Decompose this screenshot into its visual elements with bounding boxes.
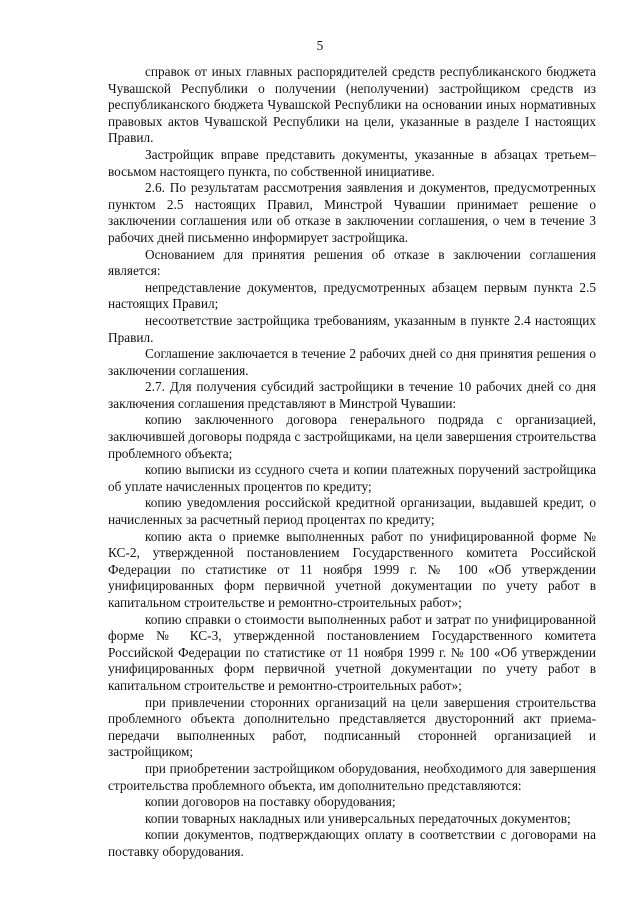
paragraph: копии товарных накладных или универсальных передаточных документов; — [145, 810, 571, 826]
paragraph: при приобретении застройщиком оборудования, необходимого для завершения строительства проблемного объекта, им дополнительно представляются: — [108, 760, 596, 793]
paragraph: копии документов, подтверждающих оплату в соответствии с договорами на поставку оборудования. — [108, 827, 596, 859]
paragraph: копию справки о стоимости выполненных работ и затрат по унифицированной форме № КС-3, утвержденной постановлением Государственного комитета Российской Федерации по статистике от 11 ноября 1999 г. № 100 «Об утверждении унифицированных форм первичной учетной документации по учету работ в капитальном строительстве и ремонтно-строительных работ»; — [108, 611, 596, 693]
paragraph: Основанием для принятия решения об отказе в заключении соглашения является: — [108, 246, 596, 279]
paragraph: копии договоров на поставку оборудования; — [145, 794, 396, 810]
paragraph: Застройщик вправе представить документы, указанные в абзацах третьем–восьмом настоящего пункта, по собственной инициативе. — [108, 146, 596, 179]
paragraph: при привлечении сторонних организаций на цели завершения строительства проблемного объекта дополнительно представляется двусторонний акт приема-передачи выполненных работ, подписанный сторонней организацией и застройщиком; — [108, 694, 596, 760]
paragraph: непредставление документов, предусмотренных абзацем первым пункта 2.5 настоящих Правил; — [108, 279, 596, 312]
paragraph: копию уведомления российской кредитной организации, выдавшей кредит, о начисленных за расчетный период процентах по кредиту; — [108, 495, 596, 528]
document-body — [108, 64, 596, 861]
paragraph: 2.7. Для получения субсидий застройщики в течение 10 рабочих дней со дня заключения соглашения представляют в Минстрой Чувашии: — [108, 379, 596, 411]
paragraph: копию выписки из ссудного счета и копии платежных поручений застройщика об уплате начисленных процентов по кредиту; — [108, 462, 596, 494]
paragraph: несоответствие застройщика требованиям, указанным в пункте 2.4 настоящих Правил. — [108, 312, 596, 345]
paragraph: Соглашение заключается в течение 2 рабочих дней со дня принятия решения о заключении соглашения. — [108, 346, 596, 378]
paragraph: копию акта о приемке выполненных работ по унифицированной форме № КС-2, утвержденной постановлением Государственного комитета Российской Федерации по статистике от 11 ноября 1999 г. № 100 «Об утверждении унифицированных форм первичной учетной документации по учету работ в капитальном строительстве и ремонтно-строительных работ»; — [108, 528, 596, 610]
paragraph: справок от иных главных распорядителей средств республиканского бюджета Чувашской Республики о получении (неполучении) застройщиком средств из республиканского бюджета Чувашской Республики на основании иных нормативных правовых актов Чувашской Республики на цели, указанные в разделе I настоящих Правил. — [108, 64, 596, 146]
paragraph: копию заключенного договора генерального подряда с организацией, заключившей договоры подряда с застройщиками, на цели завершения строительства проблемного объекта; — [108, 412, 596, 461]
paragraph: 2.6. По результатам рассмотрения заявления и документов, предусмотренных пунктом 2.5 настоящих Правил, Минстрой Чувашии принимает решение о заключении соглашения или об отказе в заключении соглашения, о чем в течение 3 рабочих дней письменно информирует застройщика. — [108, 180, 596, 245]
page-number: 5 — [316, 38, 324, 53]
